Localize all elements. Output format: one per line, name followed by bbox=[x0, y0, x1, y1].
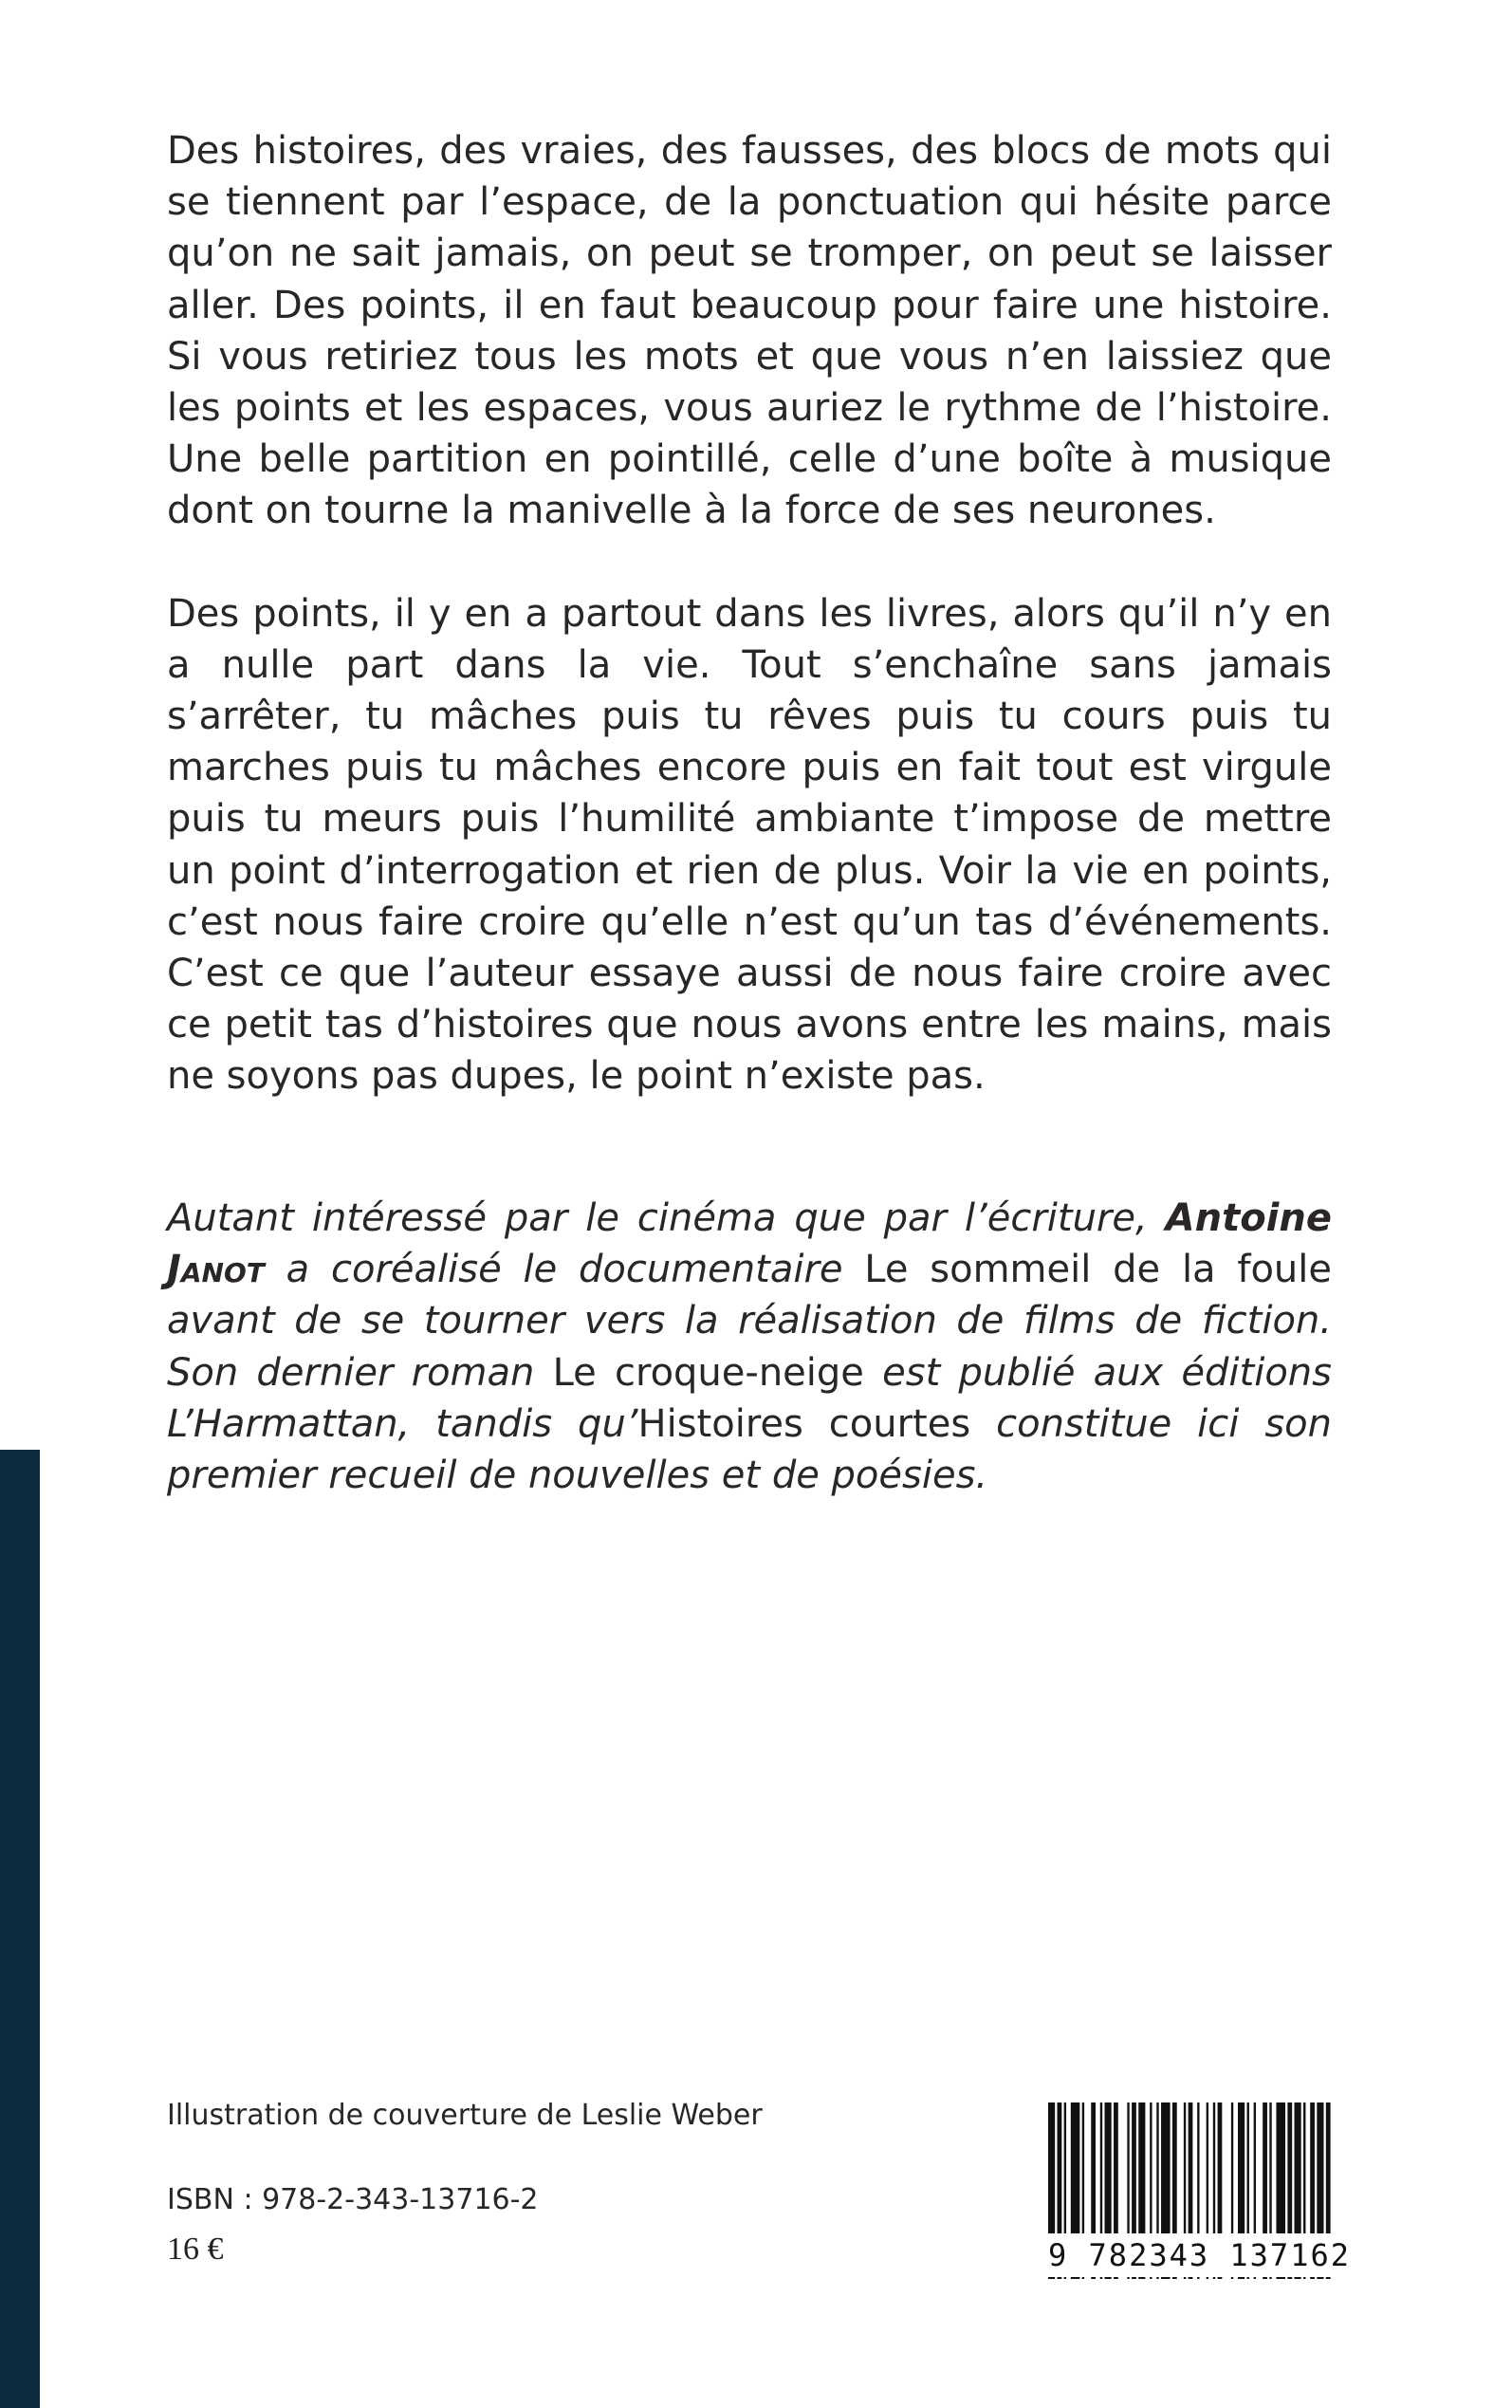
bio-text: est publié aux éditions L’Harmattan, tandis qu’ bbox=[167, 1350, 1332, 1446]
cover-spine-bar bbox=[0, 1450, 40, 2408]
blurb-paragraph-2: Des points, il y en a partout dans les livres, alors qu’il n’y en a nulle part dans la vie. Tout s’enchaîne sans jamais s’arrêter, tu mâches puis tu rêves puis tu cours puis tu marches puis tu mâches encore puis en fait tout est virgule puis tu meurs puis l’humilité ambiante t’impose de mettre un point d’interrogation et rien de plus. Voir la vie en points, c’est nous faire croire qu’elle n’est qu’un tas d’événements. C’est ce que l’auteur essaye aussi de nous faire croire avec ce petit tas d’histoires que nous avons entre les mains, mais ne soyons pas dupes, le point n’existe pas. bbox=[167, 591, 1332, 1099]
barcode-digits: 9 782343 137162 bbox=[1048, 2233, 1333, 2277]
author-first-name: Antoine bbox=[1165, 1196, 1332, 1240]
bio-text: Autant intéressé par le cinéma que par l’écriture, bbox=[167, 1196, 1166, 1240]
blurb bbox=[167, 125, 1332, 1102]
novel-title: Le croque-neige bbox=[552, 1350, 864, 1395]
cover-illustration-credit: Illustration de couverture de Leslie Weber bbox=[167, 2099, 763, 2132]
documentary-title: Le sommeil de la foule bbox=[864, 1248, 1332, 1292]
bio-text: avant de se tourner vers la réalisation de films de fiction. Son dernier roman bbox=[167, 1299, 1332, 1395]
isbn: ISBN : 978-2-343-13716-2 bbox=[167, 2183, 539, 2216]
price: 16 € bbox=[167, 2232, 224, 2267]
bio-text: a coréalisé le documentaire bbox=[264, 1248, 865, 1292]
author-last-name: Janot bbox=[167, 1248, 265, 1292]
book-title: Histoires courtes bbox=[637, 1401, 971, 1446]
bio-text: constitue ici son premier recueil de nouvelles et de poésies. bbox=[167, 1401, 1333, 1498]
blurb-paragraph-1: Des histoires, des vraies, des fausses, des blocs de mots qui se tiennent par l’espace, de la ponctuation qui hésite parce qu’on ne sait jamais, on peut se tromper, on peut se laisser aller. Des points, il en faut beaucoup pour faire une histoire. Si vous retiriez tous les mots et que vous n’en laissiez que les points et les espaces, vous auriez le rythme de l’histoire. Une belle partition en pointillé, celle d’une boîte à musique dont on tourne la manivelle à la force de ses neurones. bbox=[167, 129, 1332, 533]
author-bio bbox=[167, 1193, 1332, 1501]
